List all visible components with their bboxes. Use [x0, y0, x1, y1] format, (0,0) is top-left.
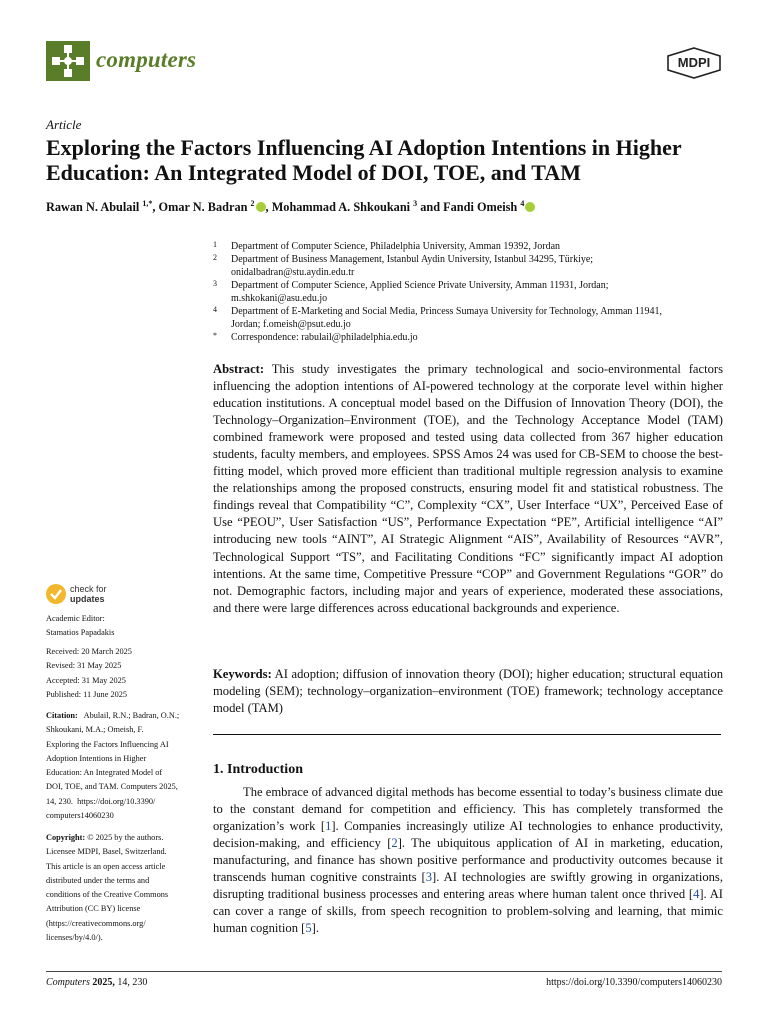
affiliation-line: Department of Computer Science, Applied Science Private University, Amman 11931, Jordan; — [231, 280, 609, 291]
affiliations — [213, 240, 723, 344]
copyright-line — [46, 902, 204, 916]
orcid-icon[interactable] — [256, 202, 266, 212]
copyright-label: Copyright: — [46, 833, 86, 842]
copyright-text: © 2025 by the authors. — [85, 833, 164, 842]
affiliation-number: * — [213, 331, 217, 340]
affiliation-item — [213, 253, 723, 279]
citation-line — [46, 738, 204, 752]
affiliation-text — [231, 253, 723, 279]
copyright-line — [46, 845, 204, 859]
citation-link[interactable]: 4 — [693, 887, 700, 902]
copyright-block — [46, 831, 204, 945]
copyright-text: distributed under the terms and — [46, 875, 150, 885]
intro-text: ]. AI technologies are swiftly growing in organizations, disrupting traditional business processes and entering areas where human talent once thrived [ — [213, 870, 723, 902]
citation-link[interactable]: 5 — [305, 921, 312, 936]
citation-line — [46, 709, 204, 723]
affiliation-line: Correspondence: rabulail@philadelphia.edu.jo — [231, 332, 418, 343]
citation-link[interactable]: 3 — [425, 870, 433, 885]
abstract — [213, 361, 723, 617]
citation-line — [46, 723, 204, 737]
check-updates-line1: check for — [70, 584, 107, 594]
intro-text: ]. — [311, 921, 319, 936]
citation-text: computers14060230 — [46, 811, 114, 821]
citation-text: Abulail, R.N.; Badran, O.N.; — [77, 711, 180, 720]
copyright-line — [46, 860, 204, 874]
author-affiliation-marker: 2 — [250, 199, 255, 208]
abstract-label: Abstract: — [213, 362, 265, 376]
copyright-line — [46, 888, 204, 902]
footer-volume: 14, 230 — [114, 977, 148, 988]
copyright-text: Attribution (CC BY) license — [46, 904, 141, 914]
citation-line — [46, 780, 204, 794]
footer-journal-ref — [46, 977, 147, 988]
footer-year: 2025, — [89, 977, 115, 988]
affiliation-text — [231, 279, 723, 305]
affiliation-number: 1 — [213, 240, 217, 249]
citation-line — [46, 795, 204, 809]
abstract-text: This study investigates the primary technological and socio-environmental factors influencing the adoption intentions of AI-powered technology at the corporate level within higher education institutions. A conceptual model based on the Diffusion of Innovation Theory (DOI), the Technology–Organization–Environment (TOE), and the Technology Acceptance Model (TAM) combined framework were proposed and tested using data collected from 367 higher education students, faculty members, and employees. SPSS Amos 24 was used for CB-SEM to choose the best-fitting model, which proved more efficient than traditional multiple regression analysis to examine the relationships among the proposed constructs, ensuring model fit and statistical robustness. The findings reveal that Compatibility “C”, Complexity “CX”, User Interface “UX”, Perceived Ease of Use “PEOU”, User Satisfaction “US”, Performance Expectation “PE”, Artificial intelligence “AI” introducing new tools “AINT”, AI Strategic Alignment “AIS”, Availability of Resources “AVR”, Technological Support “TS”, and Facilitating Conditions “FC” significantly impact AI adoption intentions. At the same time, Competitive Pressure “COP” and Government Regulations “GOR” do not. Demographic factors, including major and years of experience, moderated these associations, and there were large differences across educational backgrounds and experience. — [213, 362, 723, 615]
journal-logo-icon — [46, 41, 90, 81]
article-title: Exploring the Factors Influencing AI Adoption Intentions in Higher Education: An Integrated Model of DOI, TOE, and TAM — [46, 135, 682, 185]
check-updates-icon — [46, 584, 66, 604]
footer-doi-link[interactable]: https://doi.org/10.3390/computers14060230 — [546, 977, 722, 988]
date-line: Accepted: 31 May 2025 — [46, 675, 126, 685]
copyright-text: conditions of the Creative Commons — [46, 890, 169, 900]
citation-line — [46, 766, 204, 780]
copyright-line — [46, 831, 204, 845]
affiliation-line: Jordan; f.omeish@psut.edu.jo — [231, 319, 351, 330]
citation-text: 14, 230. https://doi.org/10.3390/ — [46, 796, 156, 806]
affiliation-item — [213, 331, 723, 344]
editor-name: Stamatios Papadakis — [46, 628, 115, 638]
affiliation-text — [231, 305, 723, 331]
check-for-updates-button[interactable] — [46, 584, 166, 606]
article-type: Article — [46, 117, 82, 132]
copyright-text: (https://creativecommons.org/ — [46, 918, 146, 928]
copyright-text: Licensee MDPI, Basel, Switzerland. — [46, 847, 167, 857]
editor-label: Academic Editor: — [46, 614, 105, 623]
citation-line — [46, 809, 204, 823]
citation-label: Citation: — [46, 711, 78, 720]
intro-text: ]. Companies increasingly utilize AI technologies to enhance productivity, decision-making, and efficiency [ — [213, 819, 723, 851]
affiliation-line: m.shkokani@asu.edu.jo — [231, 293, 328, 304]
citation-block — [46, 709, 204, 823]
affiliation-text — [231, 331, 723, 344]
citation-line — [46, 752, 204, 766]
introduction-paragraph — [213, 784, 723, 937]
affiliation-line: onidalbadran@stu.aydin.edu.tr — [231, 267, 355, 278]
affiliation-item — [213, 279, 723, 305]
keywords-label: Keywords: — [213, 667, 272, 681]
copyright-text: licenses/by/4.0/). — [46, 933, 103, 943]
orcid-icon[interactable] — [525, 202, 535, 212]
date-line: Received: 20 March 2025 — [46, 647, 132, 656]
divider — [213, 734, 721, 735]
author-name[interactable]: Fandi Omeish — [443, 200, 518, 215]
intro-text: The embrace of advanced digital methods has become essential to today’s business climate due to the constant demand for competition and efficiency. This has completely transformed the organization’s work [ — [213, 785, 723, 834]
citation-text: Shkoukani, M.A.; Omeish, F. — [46, 725, 144, 735]
date-line: Revised: 31 May 2025 — [46, 661, 122, 671]
affiliation-item — [213, 305, 723, 331]
affiliation-line: Department of Computer Science, Philadelphia University, Amman 19392, Jordan — [231, 241, 561, 252]
author-list: Rawan N. Abulail $^{1,*}$, Omar N. Badran $^2$ , Mohammad A. Shkoukani $^3$ and Fandi Omeish $^4$ — [46, 199, 736, 215]
affiliation-item — [213, 240, 723, 253]
keywords — [213, 666, 723, 717]
publisher-logo-text: MDPI — [677, 55, 711, 70]
citation-text: Adoption Intentions in Higher — [46, 753, 147, 763]
affiliation-line: Department of Business Management, Istanbul Aydin University, Istanbul 34295, Türkiye; — [231, 254, 594, 265]
citation-link[interactable]: 2 — [391, 836, 398, 851]
copyright-line — [46, 931, 204, 945]
publisher-logo[interactable] — [666, 47, 722, 79]
citation-text: Exploring the Factors Influencing AI — [46, 739, 169, 749]
author-affiliation-marker: 4 — [520, 199, 525, 208]
date-line: Published: 11 June 2025 — [46, 689, 128, 699]
affiliation-line: Department of E-Marketing and Social Media, Princess Sumaya University for Technology, Amman 11941, — [231, 306, 663, 317]
publication-dates — [46, 645, 204, 702]
author-affiliation-marker: 1,* — [142, 199, 153, 208]
affiliation-text — [231, 240, 723, 253]
journal-name[interactable]: computers — [96, 47, 197, 72]
intro-text: ]. AI can cover a range of skills, from speech recognition to problem-solving and learning, that mimic human cognition [ — [213, 887, 723, 936]
copyright-line — [46, 917, 204, 931]
affiliation-number: 3 — [213, 279, 217, 288]
intro-text: ]. The ubiquitous application of AI in marketing, education, manufacturing, and finance has shown positive performance and productivity outcomes because it transcends human cognitive constraints [ — [213, 836, 723, 885]
academic-editor — [46, 612, 204, 641]
check-updates-line2: updates — [70, 594, 105, 604]
author-name[interactable]: Mohammad A. Shkoukani — [271, 200, 411, 215]
affiliation-number: 4 — [213, 305, 217, 314]
copyright-text: This article is an open access article — [46, 861, 166, 871]
author-name[interactable]: Rawan N. Abulail — [46, 200, 140, 215]
copyright-line — [46, 874, 204, 888]
citation-link[interactable]: 1 — [325, 819, 332, 834]
author-affiliation-marker: 3 — [413, 199, 418, 208]
affiliation-number: 2 — [213, 253, 217, 262]
author-name[interactable]: Omar N. Badran — [158, 200, 248, 215]
footer-divider — [46, 971, 722, 972]
citation-text: DOI, TOE, and TAM. Computers 2025, — [46, 782, 178, 792]
citation-text: Education: An Integrated Model of — [46, 768, 163, 778]
footer-journal: Computers — [46, 977, 90, 988]
keywords-text: AI adoption; diffusion of innovation theory (DOI); higher education; structural equation modeling (SEM); technology–organization–environment (TOE) framework; technology acceptance model (TAM) — [213, 667, 723, 716]
section-heading: 1. Introduction — [213, 762, 303, 777]
